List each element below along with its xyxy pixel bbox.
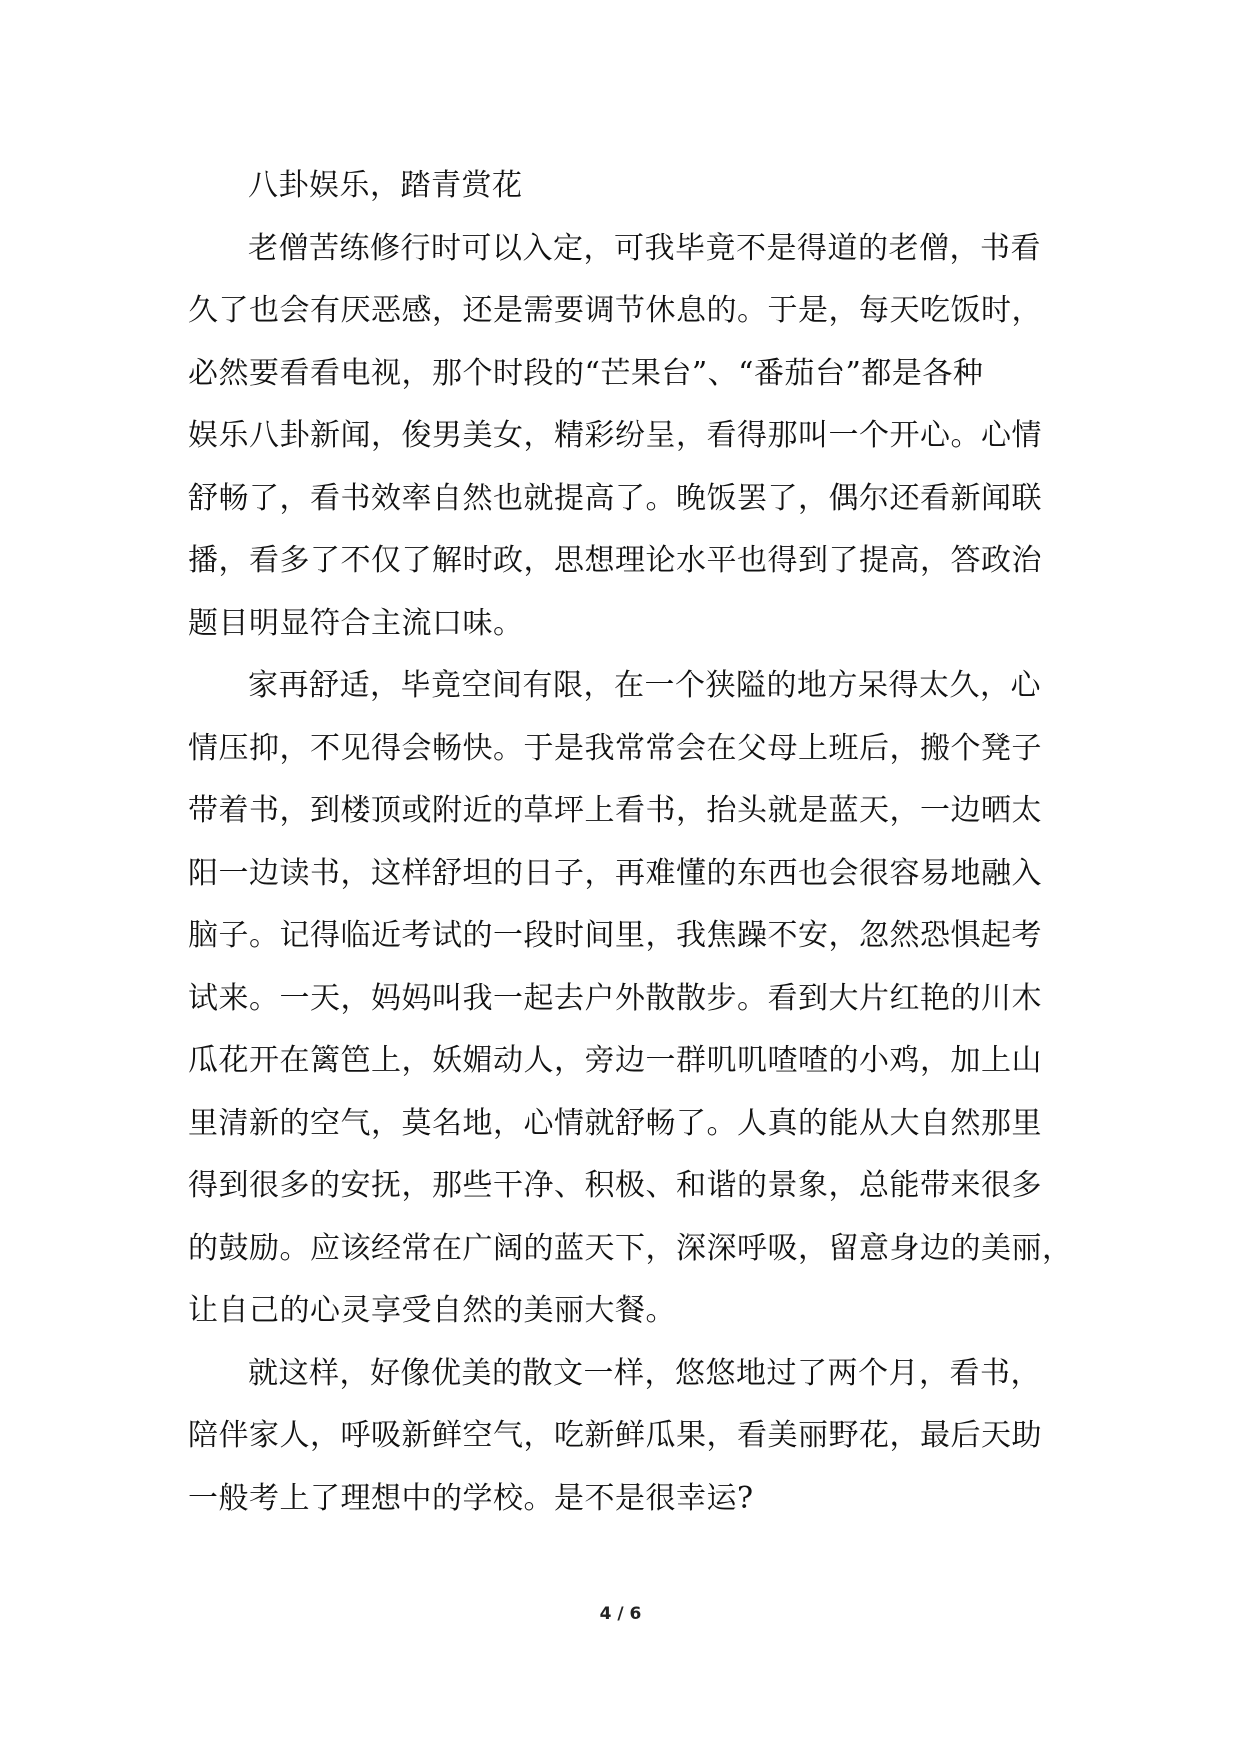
page-number: 4 / 6 [599, 1604, 642, 1624]
paragraph-1-line: 题目明显符合主流口味。 [188, 605, 524, 641]
paragraph-2-line: 瓜花开在篱笆上，妖媚动人，旁边一群叽叽喳喳的小鸡，加上山 [188, 1043, 1042, 1078]
paragraph-2-line: 情压抑，不见得会畅快。于是我常常会在父母上班后，搬个凳子 [188, 730, 1042, 766]
paragraph-2-line: 的鼓励。应该经常在广阔的蓝天下，深深呼吸，留意身边的美丽， [188, 1230, 1073, 1266]
paragraph-1-line: 老僧苦练修行时可以入定，可我毕竟不是得道的老僧，书看 [248, 230, 1041, 266]
paragraph-1-line: 久了也会有厌恶感，还是需要调节休息的。于是，每天吃饭时， [188, 293, 1042, 328]
paragraph-2-line: 让自己的心灵享受自然的美丽大餐。 [188, 1293, 676, 1328]
paragraph-2-line: 里清新的空气，莫名地，心情就舒畅了。人真的能从大自然那里 [188, 1105, 1042, 1141]
paragraph-2-line: 脑子。记得临近考试的一段时间里，我焦躁不安，忽然恐惧起考 [188, 918, 1042, 953]
paragraph-2-line: 带着书，到楼顶或附近的草坪上看书，抬头就是蓝天，一边晒太 [188, 793, 1042, 828]
document-body [188, 155, 1073, 1530]
paragraph-1-line: 舒畅了，看书效率自然也就提高了。晚饭罢了，偶尔还看新闻联 [188, 480, 1042, 516]
paragraph-3-line: 就这样，好像优美的散文一样，悠悠地过了两个月，看书， [248, 1355, 1041, 1391]
paragraph-3-line: 陪伴家人，呼吸新鲜空气，吃新鲜瓜果，看美丽野花，最后天助 [188, 1418, 1042, 1453]
paragraph-2-line: 家再舒适，毕竟空间有限，在一个狭隘的地方呆得太久，心 [248, 668, 1041, 703]
section-heading: 八卦娱乐，踏青赏花 [248, 168, 523, 203]
paragraph-2-line: 阳一边读书，这样舒坦的日子，再难懂的东西也会很容易地融入 [188, 855, 1042, 891]
paragraph-1-line: 必然要看看电视，那个时段的“芒果台”、“番茄台”都是各种 [188, 355, 984, 391]
paragraph-2-line: 得到很多的安抚，那些干净、积极、和谐的景象，总能带来很多 [188, 1168, 1042, 1203]
paragraph-3-line: 一般考上了理想中的学校。是不是很幸运? [188, 1480, 754, 1516]
paragraph-1-line: 娱乐八卦新闻，俊男美女，精彩纷呈，看得那叫一个开心。心情 [188, 418, 1042, 453]
paragraph-2-line: 试来。一天，妈妈叫我一起去户外散散步。看到大片红艳的川木 [188, 980, 1042, 1016]
paragraph-1-line: 播，看多了不仅了解时政，思想理论水平也得到了提高，答政治 [188, 543, 1042, 578]
